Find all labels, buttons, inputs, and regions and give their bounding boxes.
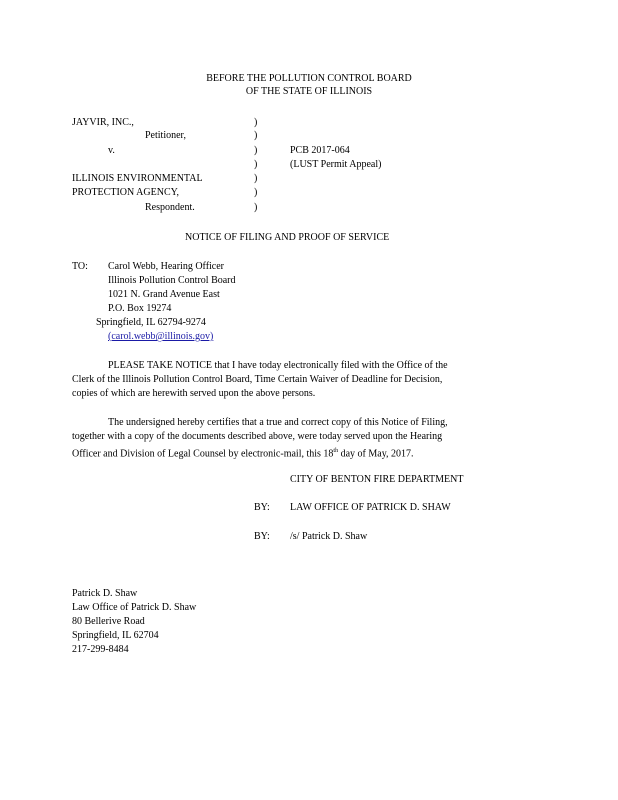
email-link[interactable]: (carol.webb@illinois.gov) (108, 331, 214, 342)
caption-paren: ) (254, 130, 258, 141)
to-line: Carol Webb, Hearing Officer (108, 261, 225, 272)
court-title-line2: OF THE STATE OF ILLINOIS (245, 86, 373, 97)
case-number: PCB 2017-064 (290, 145, 350, 156)
to-line: Illinois Pollution Control Board (108, 275, 236, 286)
paragraph1-line: PLEASE TAKE NOTICE that I have today electronically filed with the Office of the (108, 360, 448, 371)
footer-line: Patrick D. Shaw (72, 588, 138, 599)
footer-line: 80 Bellerive Road (72, 616, 145, 627)
paragraph2-line: The undersigned hereby certifies that a true and correct copy of this Notice of Filing, (108, 417, 448, 428)
caption-respondent-name-2: PROTECTION AGENCY, (72, 187, 180, 198)
footer-line: 217-299-8484 (72, 644, 129, 655)
court-title-line1: BEFORE THE POLLUTION CONTROL BOARD (206, 73, 412, 84)
ordinal-suffix: th (333, 448, 339, 454)
signature-by-label: BY: (254, 502, 270, 513)
paragraph2-line: together with a copy of the documents described above, were today served upon the Hearing (72, 431, 443, 442)
to-line: P.O. Box 19274 (108, 303, 172, 314)
to-line: Springfield, IL 62794-9274 (96, 317, 206, 328)
signature-name: /s/ Patrick D. Shaw (290, 531, 368, 542)
footer-line: Springfield, IL 62704 (72, 630, 159, 641)
signature-party: CITY OF BENTON FIRE DEPARTMENT (290, 474, 464, 485)
paragraph2-line (72, 445, 414, 460)
paragraph1-line: Clerk of the Illinois Pollution Control Board, Time Certain Waiver of Deadline for Decision, (72, 374, 443, 385)
caption-petitioner-name: JAYVIR, INC., (72, 117, 134, 128)
paragraph2-text: day of May, 2017. (340, 448, 414, 460)
case-type: (LUST Permit Appeal) (290, 159, 382, 170)
caption-paren: ) (254, 117, 258, 128)
caption-respondent-role: Respondent. (145, 202, 195, 213)
paragraph1-line: copies of which are herewith served upon the above persons. (72, 388, 316, 399)
to-line: 1021 N. Grand Avenue East (108, 289, 220, 300)
signature-by-label: BY: (254, 531, 270, 542)
caption-petitioner-role: Petitioner, (145, 130, 186, 141)
caption-versus: v. (108, 145, 115, 156)
paragraph2-text: Officer and Division of Legal Counsel by electronic-mail, this 18 (72, 448, 334, 460)
notice-heading: NOTICE OF FILING AND PROOF OF SERVICE (185, 232, 390, 243)
caption-paren: ) (254, 173, 258, 184)
footer-line: Law Office of Patrick D. Shaw (72, 602, 197, 613)
to-label: TO: (72, 261, 88, 272)
caption-paren: ) (254, 187, 258, 198)
caption-respondent-name-1: ILLINOIS ENVIRONMENTAL (72, 173, 203, 184)
caption-paren: ) (254, 202, 258, 213)
caption-paren: ) (254, 145, 258, 156)
signature-law-office: LAW OFFICE OF PATRICK D. SHAW (290, 502, 451, 513)
caption-paren: ) (254, 159, 258, 170)
